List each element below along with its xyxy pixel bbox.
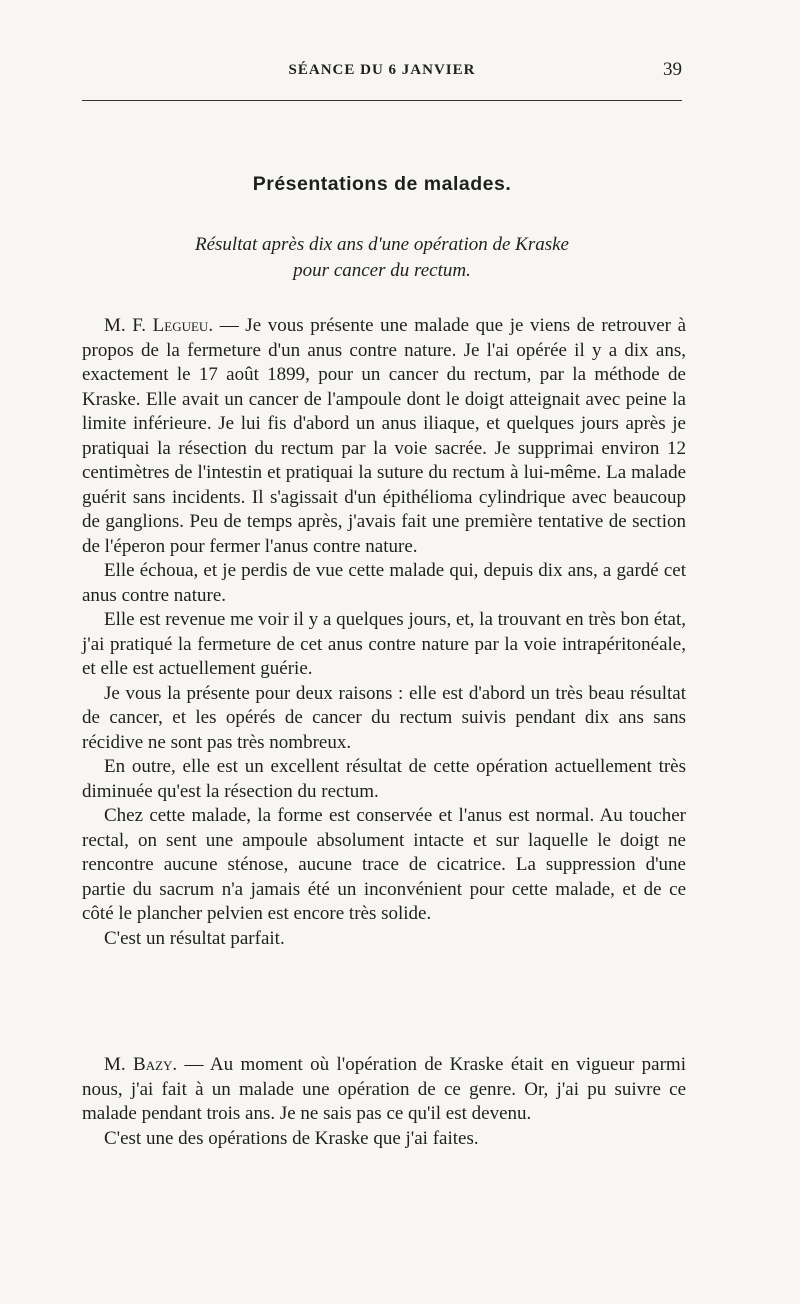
paragraph <box>82 314 686 559</box>
page-number: 39 <box>663 59 682 80</box>
running-head <box>82 59 682 86</box>
intervention-legueu <box>82 314 686 951</box>
subtitle-line-1: Résultat après dix ans d'une opération de Kraske <box>195 234 569 255</box>
paragraph: C'est un résultat parfait. <box>104 927 285 949</box>
paragraph: En outre, elle est un excellent résultat de cette opération actuellement très diminuée qu'est la résection du rectum. <box>82 756 686 802</box>
paragraph: Je vous la présente pour deux raisons : elle est d'abord un très beau résultat de cancer, et les opérés de cancer du rectum suivis pendant dix ans sans récidive ne sont pas très nombreux. <box>82 682 686 753</box>
subtitle-line-2: pour cancer du rectum. <box>293 260 471 281</box>
paragraph: Elle est revenue me voir il y a quelques jours, et, la trouvant en très bon état, j'ai pratiqué la fermeture de cet anus contre nature par la voie intrapéritonéale, et elle est actuellement guérie. <box>82 609 686 679</box>
article-subtitle <box>82 232 682 284</box>
speaker-name: M. Bazy. <box>104 1054 178 1075</box>
paragraph-text: — Au moment où l'opération de Kraske était en vigueur parmi nous, j'ai fait à un malade une opération de ce genre. Or, j'ai pu suivre ce malade pendant trois ans. Je ne sais pas ce qu'il est devenu. <box>82 1054 686 1124</box>
paragraph: Elle échoua, et je perdis de vue cette malade qui, depuis dix ans, a gardé cet anus contre nature. <box>82 560 686 606</box>
header-rule <box>82 100 682 101</box>
intervention-bazy <box>82 1053 686 1151</box>
paragraph: C'est une des opérations de Kraske que j'ai faites. <box>104 1127 479 1149</box>
section-title: Présentations de malades. <box>252 173 512 195</box>
paragraph <box>82 1053 686 1127</box>
speaker-name: M. F. Legueu. <box>104 315 214 336</box>
paragraph-text: — Je vous présente une malade que je viens de retrouver à propos de la fermeture d'un anus contre nature. Je l'ai opérée il y a dix ans, exactement le 17 août 1899, pour un cancer du rectum, par la méthode de Kraske. Elle avait un cancer de l'ampoule dont le doigt atteignait avec peine la limite inférieure. Je lui fis d'abord un anus iliaque, et quelques jours après je pratiquai la résection du rectum par la voie sacrée. Je supprimai environ 12 centimètres de l'intestin et pratiquai la suture du rectum à lui-même. La malade guérit sans incidents. Il s'agissait d'un épithélioma cylindrique avec beaucoup de ganglions. Peu de temps après, j'avais fait une première tentative de section de l'éperon pour fermer l'anus contre nature. <box>82 315 686 557</box>
running-title: SÉANCE DU 6 JANVIER <box>288 62 476 78</box>
paragraph: Chez cette malade, la forme est conservée et l'anus est normal. Au toucher rectal, on sent une ampoule absolument intacte et sur laquelle le doigt ne rencontre aucune sténose, aucune trace de cicatrice. La suppression d'une partie du sacrum n'a jamais été un inconvénient pour cette malade, et de ce côté le plancher pelvien est encore très solide. <box>82 805 686 924</box>
